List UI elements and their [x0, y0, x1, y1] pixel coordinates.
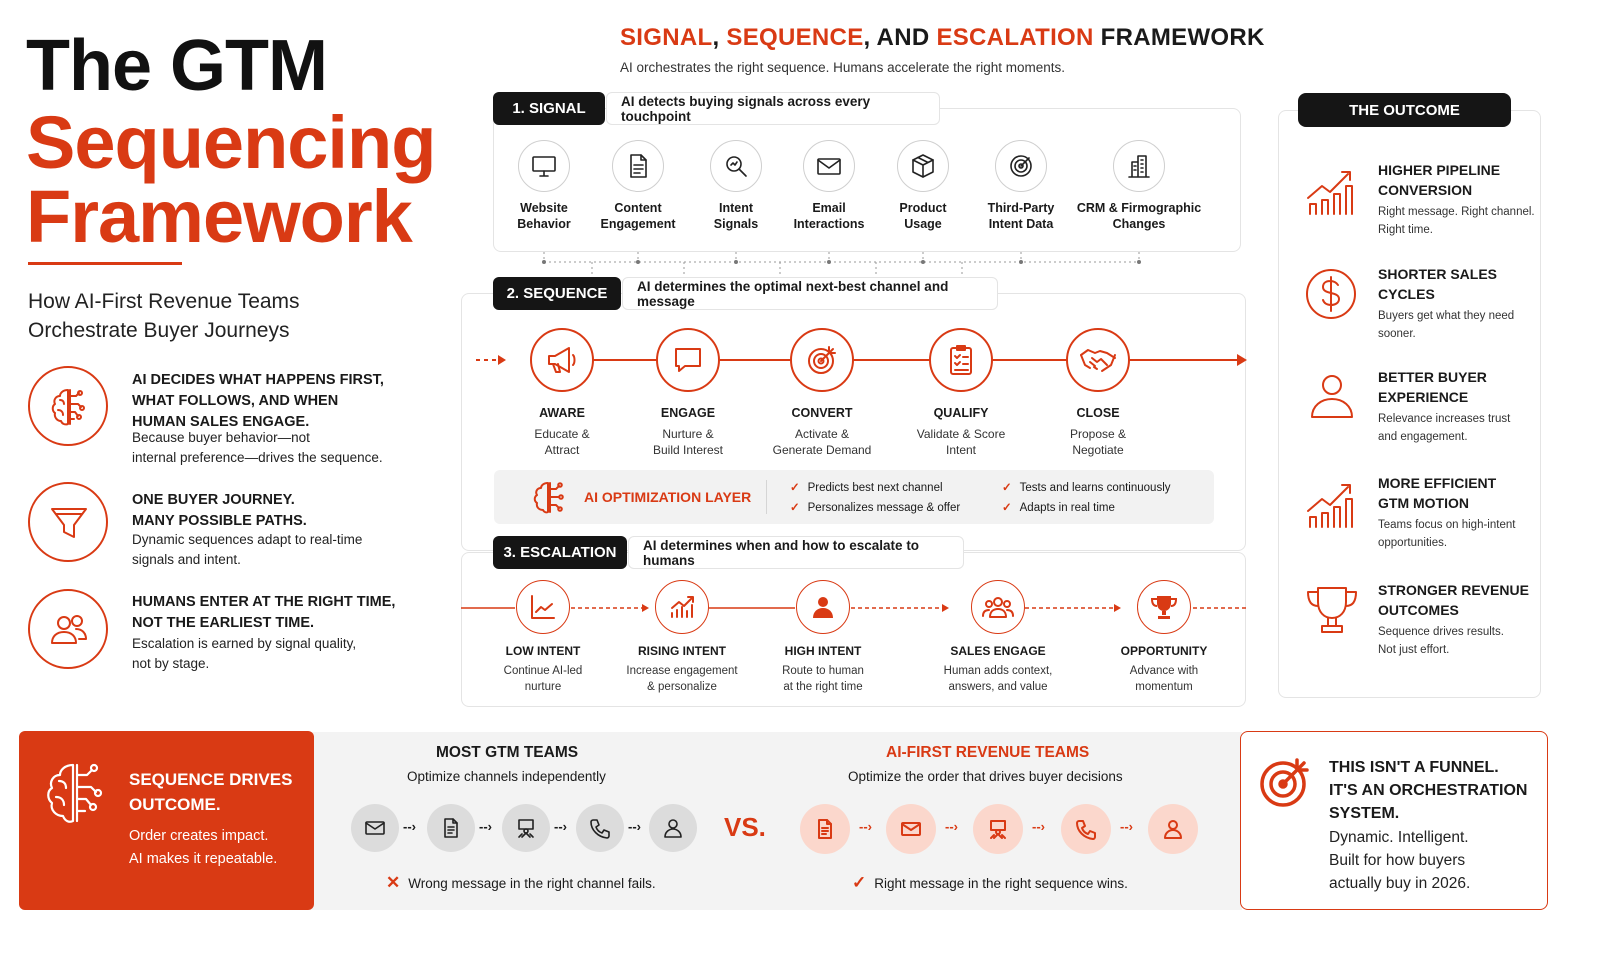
rising-intent-sub-2: & personalize	[647, 681, 717, 693]
ai-chip-icon	[530, 478, 570, 516]
outcome-revenue-body-2: Not just effort.	[1378, 644, 1450, 656]
optimization-check-3: ✓ Tests and learns continuously	[1002, 482, 1171, 494]
target-icon	[790, 328, 854, 392]
stage-close-title: CLOSE	[1076, 406, 1120, 420]
stage-aware-sub-1: Educate &	[534, 427, 590, 441]
outcome-pipeline-body-1: Right message. Right channel.	[1378, 206, 1535, 218]
main-title	[26, 26, 436, 258]
sequence-drives-body-2: AI makes it repeatable.	[129, 851, 278, 867]
phone-icon	[1061, 804, 1111, 854]
opportunity-title: OPPORTUNITY	[1120, 644, 1208, 658]
outcome-efficient	[1300, 473, 1540, 563]
escalation-desc: AI determines when and how to escalate to humans	[628, 536, 964, 569]
document-icon	[800, 804, 850, 854]
event-icon	[973, 804, 1023, 854]
escalation-rising-intent	[607, 580, 757, 695]
low-intent-sub-2: nurture	[524, 681, 562, 693]
vs-label: VS.	[724, 812, 766, 842]
mail-icon	[351, 804, 399, 852]
framework-title: SIGNAL, SEQUENCE, AND ESCALATION FRAMEWORK	[620, 24, 1265, 51]
title-line-1: The GTM	[26, 26, 327, 106]
sales-engage-sub-2: answers, and value	[948, 681, 1048, 693]
point-3-body-2: not by stage.	[132, 656, 210, 671]
subtitle-line-2: Orchestrate Buyer Journeys	[28, 319, 290, 342]
check-icon: ✓	[1002, 482, 1012, 494]
outcome-experience-body-1: Relevance increases trust	[1378, 413, 1511, 425]
building-icon	[1113, 140, 1165, 192]
stage-engage-title: ENGAGE	[660, 406, 716, 420]
outcome-experience-heading-1: BETTER BUYER	[1378, 369, 1487, 385]
dashed-arrow-icon: --›	[554, 819, 567, 834]
stage-convert	[752, 328, 892, 458]
point-2-heading-2: MANY POSSIBLE PATHS.	[132, 513, 307, 529]
outcome-efficient-heading-1: MORE EFFICIENT	[1378, 475, 1497, 491]
signal-label-website-2: Behavior	[517, 217, 571, 231]
orchestration-title-1: THIS ISN'T A FUNNEL.	[1329, 759, 1499, 776]
most-teams-title: MOST GTM TEAMS	[436, 744, 579, 761]
point-2-body-2: signals and intent.	[132, 552, 241, 567]
outcome-revenue-heading-2: OUTCOMES	[1378, 602, 1459, 618]
box-icon	[897, 140, 949, 192]
signal-item-crm	[1069, 140, 1209, 232]
growth-chart-icon	[1300, 473, 1360, 533]
orchestration-box	[1240, 731, 1548, 910]
dashed-arrow-icon: --›	[479, 819, 492, 834]
trophy-icon	[1137, 580, 1191, 634]
most-teams-note: ✕ Wrong message in the right channel fails.	[386, 873, 656, 892]
stage-engage-sub-2: Build Interest	[652, 443, 724, 457]
document-icon	[612, 140, 664, 192]
left-point-3	[28, 589, 468, 679]
target-icon	[995, 140, 1047, 192]
ai-teams-subtitle: Optimize the order that drives buyer decisions	[848, 769, 1123, 784]
chat-icon	[656, 328, 720, 392]
low-chart-icon	[516, 580, 570, 634]
point-3-heading-2: NOT THE EARLIEST TIME.	[132, 615, 315, 631]
signal-label-intent-1: Intent	[718, 201, 754, 215]
ai-teams-title: AI-FIRST REVENUE TEAMS	[886, 744, 1090, 761]
brain-icon	[28, 366, 108, 446]
subtitle-line-1: How AI-First Revenue Teams	[28, 290, 300, 313]
person-icon	[1300, 367, 1360, 427]
brain-icon	[35, 757, 115, 837]
escalation-high-intent	[748, 580, 898, 695]
signal-label-third-party-2: Intent Data	[988, 217, 1054, 231]
target-icon	[1257, 754, 1313, 810]
outcome-pipeline-body-2: Right time.	[1378, 224, 1433, 236]
person-icon	[1148, 804, 1198, 854]
outcome-revenue-body-1: Sequence drives results.	[1378, 626, 1504, 638]
stage-qualify-title: QUALIFY	[933, 406, 989, 420]
rising-intent-sub-1: Increase engagement	[626, 665, 738, 677]
outcome-efficient-body-1: Teams focus on high-intent	[1378, 519, 1516, 531]
stage-qualify	[891, 328, 1031, 458]
group-icon	[971, 580, 1025, 634]
dashed-arrow-icon: --›	[403, 819, 416, 834]
high-intent-sub-1: Route to human	[782, 665, 864, 677]
outcome-efficient-body-2: opportunities.	[1378, 537, 1448, 549]
point-3-heading-1: HUMANS ENTER AT THE RIGHT TIME,	[132, 594, 396, 610]
title-line-2: Sequencing	[26, 101, 436, 184]
dashed-arrow-icon: --›	[945, 819, 958, 834]
point-1-heading-2: WHAT FOLLOWS, AND WHEN	[132, 393, 339, 409]
growth-chart-icon	[1300, 160, 1360, 220]
left-subtitle	[28, 287, 300, 345]
stage-aware-title: AWARE	[539, 406, 585, 420]
outcome-cycles-heading-1: SHORTER SALES	[1378, 266, 1498, 282]
outcome-cycles	[1300, 264, 1540, 354]
escalation-opportunity	[1089, 580, 1239, 695]
signal-label-intent-2: Signals	[713, 217, 759, 231]
optimization-divider	[766, 480, 767, 514]
sequence-desc: AI determines the optimal next-best channel and message	[622, 277, 998, 310]
point-1-body-1: Because buyer behavior—not	[132, 430, 310, 445]
title-divider	[28, 262, 182, 265]
sequence-drives-body-1: Order creates impact.	[129, 828, 269, 844]
escalation-low-intent	[468, 580, 618, 695]
check-icon: ✓	[790, 502, 800, 514]
outcome-cycles-body-1: Buyers get what they need	[1378, 310, 1515, 322]
stage-close-sub-2: Negotiate	[1072, 443, 1124, 457]
escalation-label: 3. ESCALATION	[493, 536, 627, 569]
outcome-revenue-heading-1: STRONGER REVENUE	[1378, 582, 1529, 598]
outcome-experience-body-2: and engagement.	[1378, 431, 1468, 443]
signal-label-content-2: Engagement	[600, 217, 676, 231]
check-icon: ✓	[790, 482, 800, 494]
outcome-experience	[1300, 367, 1540, 457]
sequence-drives-title-1: SEQUENCE DRIVES	[129, 770, 293, 789]
monitor-icon	[518, 140, 570, 192]
funnel-icon	[28, 482, 108, 562]
people-icon	[28, 589, 108, 669]
signal-desc: AI detects buying signals across every touchpoint	[606, 92, 940, 125]
check-icon: ✓	[852, 873, 867, 892]
mail-icon	[886, 804, 936, 854]
signal-label-website-1: Website	[520, 201, 568, 215]
optimization-label: AI OPTIMIZATION LAYER	[584, 489, 752, 505]
point-1-heading-1: AI DECIDES WHAT HAPPENS FIRST,	[132, 372, 384, 388]
stage-aware-sub-2: Attract	[544, 443, 580, 457]
event-icon	[502, 804, 550, 852]
dollar-icon	[1300, 264, 1360, 324]
signal-label-third-party-1: Third-Party	[987, 201, 1055, 215]
clipboard-icon	[929, 328, 993, 392]
orchestration-body-1: Dynamic. Intelligent.	[1329, 829, 1469, 846]
sales-engage-title: SALES ENGAGE	[950, 644, 1046, 658]
document-icon	[427, 804, 475, 852]
orchestration-body-3: actually buy in 2026.	[1329, 875, 1471, 892]
stage-qualify-sub-2: Intent	[945, 443, 977, 457]
left-point-2	[28, 482, 468, 572]
magnifier-icon	[710, 140, 762, 192]
stage-convert-title: CONVERT	[791, 406, 853, 420]
dashed-arrow-icon: --›	[1032, 819, 1045, 834]
rising-intent-title: RISING INTENT	[637, 644, 726, 658]
outcome-cycles-heading-2: CYCLES	[1378, 286, 1435, 302]
outcome-experience-heading-2: EXPERIENCE	[1378, 389, 1469, 405]
signal-label-product-1: Product	[899, 201, 947, 215]
signal-label-email-2: Interactions	[793, 217, 865, 231]
point-1-body-2: internal preference—drives the sequence.	[132, 450, 383, 465]
outcome-revenue	[1300, 580, 1540, 670]
person-icon	[796, 580, 850, 634]
stage-aware	[492, 328, 632, 458]
stage-engage-sub-1: Nurture &	[662, 427, 714, 441]
rising-chart-icon	[655, 580, 709, 634]
optimization-check-4: ✓ Adapts in real time	[1002, 502, 1115, 514]
outcome-title: THE OUTCOME	[1298, 93, 1511, 127]
point-3-body-1: Escalation is earned by signal quality,	[132, 636, 357, 651]
ai-teams-note: ✓ Right message in the right sequence wins.	[852, 873, 1128, 892]
low-intent-sub-1: Continue AI-led	[503, 665, 583, 677]
point-2-heading-1: ONE BUYER JOURNEY.	[132, 492, 295, 508]
point-1-heading-3: HUMAN SALES ENGAGE.	[132, 414, 310, 430]
dashed-arrow-icon: --›	[1120, 819, 1133, 834]
signal-label-content-1: Content	[614, 201, 662, 215]
sequence-drives-title-2: OUTCOME.	[129, 795, 221, 814]
orchestration-title-3: SYSTEM.	[1329, 805, 1400, 822]
signal-label-email-1: Email	[812, 201, 846, 215]
stage-convert-sub-1: Activate &	[794, 427, 850, 441]
phone-icon	[576, 804, 624, 852]
sequence-drives-box	[19, 731, 314, 910]
person-icon	[649, 804, 697, 852]
low-intent-title: LOW INTENT	[505, 644, 581, 658]
orchestration-body-2: Built for how buyers	[1329, 852, 1466, 869]
dashed-arrow-icon: --›	[859, 819, 872, 834]
most-teams-subtitle: Optimize channels independently	[407, 769, 606, 784]
signal-item-product	[868, 140, 978, 232]
signal-label: 1. SIGNAL	[493, 92, 605, 125]
opportunity-sub-1: Advance with	[1129, 665, 1199, 677]
title-line-3: Framework	[26, 175, 412, 258]
signal-label-product-2: Usage	[904, 217, 942, 231]
left-point-1	[28, 366, 468, 466]
opportunity-sub-2: momentum	[1135, 681, 1193, 693]
check-icon: ✓	[1002, 502, 1012, 514]
stage-qualify-sub-1: Validate & Score	[916, 427, 1006, 441]
megaphone-icon	[530, 328, 594, 392]
escalation-sales-engage	[923, 580, 1073, 695]
stage-close	[1028, 328, 1168, 458]
stage-convert-sub-2: Generate Demand	[772, 443, 872, 457]
signal-item-third-party	[966, 140, 1076, 232]
outcome-cycles-body-2: sooner.	[1378, 328, 1416, 340]
optimization-check-1: ✓ Predicts best next channel	[790, 482, 943, 494]
optimization-layer	[494, 470, 1214, 524]
high-intent-sub-2: at the right time	[783, 681, 863, 693]
sales-engage-sub-1: Human adds context,	[943, 665, 1053, 677]
signal-item-content	[583, 140, 693, 232]
point-2-body-1: Dynamic sequences adapt to real-time	[132, 532, 363, 547]
signal-label-crm-2: Changes	[1112, 217, 1166, 231]
outcome-pipeline-heading-1: HIGHER PIPELINE	[1378, 162, 1501, 178]
stage-close-sub-1: Propose &	[1069, 427, 1127, 441]
outcome-efficient-heading-2: GTM MOTION	[1378, 495, 1469, 511]
outcome-pipeline-heading-2: CONVERSION	[1378, 182, 1473, 198]
outcome-pipeline	[1300, 160, 1540, 250]
trophy-icon	[1300, 580, 1360, 640]
handshake-icon	[1066, 328, 1130, 392]
stage-engage	[618, 328, 758, 458]
mail-icon	[803, 140, 855, 192]
dashed-arrow-icon: --›	[628, 819, 641, 834]
x-icon: ✕	[386, 873, 401, 892]
sequence-label: 2. SEQUENCE	[493, 277, 621, 310]
framework-tagline: AI orchestrates the right sequence. Humans accelerate the right moments.	[620, 60, 1065, 75]
orchestration-title-2: IT'S AN ORCHESTRATION	[1329, 782, 1528, 799]
signal-label-crm-1: CRM & Firmographic	[1076, 201, 1202, 215]
optimization-check-2: ✓ Personalizes message & offer	[790, 502, 961, 514]
high-intent-title: HIGH INTENT	[784, 644, 862, 658]
